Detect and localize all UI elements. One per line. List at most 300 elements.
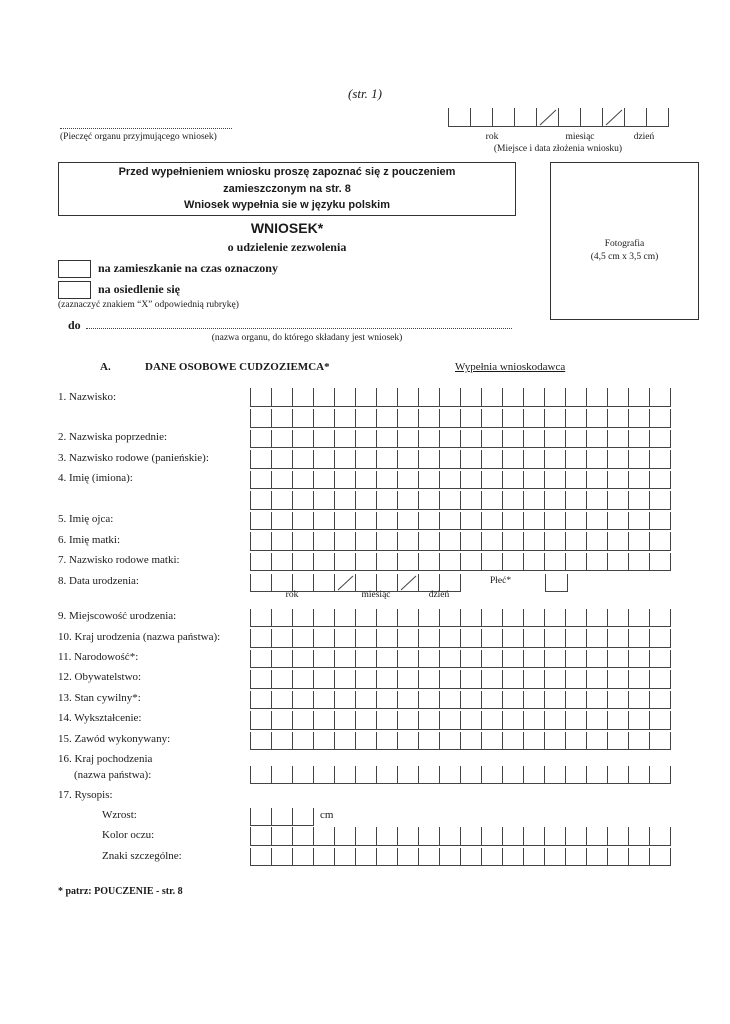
char-box[interactable] [565,691,586,709]
char-box[interactable] [460,430,481,448]
char-box[interactable] [481,691,502,709]
char-box[interactable] [271,848,292,866]
char-box[interactable] [334,388,355,407]
char-box[interactable] [502,827,523,846]
char-box[interactable] [334,766,355,784]
char-box[interactable] [544,732,565,750]
char-box[interactable] [586,491,607,510]
char-box[interactable] [628,629,649,648]
char-box[interactable] [502,711,523,730]
char-box[interactable] [544,430,565,448]
char-box[interactable] [271,491,292,510]
char-box[interactable] [376,848,397,866]
char-box[interactable] [418,766,439,784]
char-box[interactable] [418,553,439,571]
origin-country-input[interactable] [250,766,670,784]
char-box[interactable] [492,108,514,127]
char-box[interactable] [355,430,376,448]
char-box[interactable] [649,670,671,689]
char-box[interactable] [481,450,502,469]
char-box[interactable] [460,848,481,866]
char-box[interactable] [439,512,460,530]
education-input[interactable] [250,711,670,730]
char-box[interactable] [334,491,355,510]
char-box[interactable] [544,629,565,648]
char-box[interactable] [397,827,418,846]
char-box[interactable] [460,766,481,784]
char-box[interactable] [271,629,292,648]
char-box[interactable] [397,691,418,709]
char-box[interactable] [397,732,418,750]
char-box[interactable] [292,629,313,648]
char-box[interactable] [250,532,271,551]
sex-input[interactable] [545,574,567,592]
char-box[interactable] [523,732,544,750]
char-box[interactable] [481,553,502,571]
char-box[interactable] [565,532,586,551]
char-box[interactable] [607,766,628,784]
char-box[interactable] [565,629,586,648]
char-box[interactable] [523,553,544,571]
char-box[interactable] [313,766,334,784]
char-box[interactable] [250,388,271,407]
char-box[interactable] [523,388,544,407]
char-box[interactable] [565,409,586,428]
char-box[interactable] [397,491,418,510]
char-box[interactable] [376,471,397,489]
char-box[interactable] [271,471,292,489]
char-box[interactable] [292,491,313,510]
char-box[interactable] [376,491,397,510]
char-box[interactable] [271,691,292,709]
char-box[interactable] [649,848,671,866]
nationality-input[interactable] [250,650,670,668]
char-box[interactable] [481,471,502,489]
char-box[interactable] [586,691,607,709]
char-box[interactable] [523,409,544,428]
char-box[interactable] [460,471,481,489]
char-box[interactable] [397,553,418,571]
char-box[interactable] [460,670,481,689]
char-box[interactable] [313,650,334,668]
char-box[interactable] [514,108,536,127]
char-box[interactable] [481,848,502,866]
char-box[interactable] [565,471,586,489]
char-box[interactable] [523,711,544,730]
char-box[interactable] [607,827,628,846]
char-box[interactable] [250,471,271,489]
citizenship-input[interactable] [250,670,670,689]
char-box[interactable] [355,512,376,530]
char-box[interactable] [586,471,607,489]
char-box[interactable] [313,691,334,709]
char-box[interactable] [502,732,523,750]
char-box[interactable] [544,471,565,489]
char-box[interactable] [313,827,334,846]
char-box[interactable] [292,650,313,668]
char-box[interactable] [250,450,271,469]
char-box[interactable] [586,670,607,689]
char-box[interactable] [523,609,544,627]
char-box[interactable] [586,711,607,730]
char-box[interactable] [271,409,292,428]
char-box[interactable] [397,512,418,530]
char-box[interactable] [628,388,649,407]
char-box[interactable] [355,848,376,866]
char-box[interactable] [523,430,544,448]
char-box[interactable] [628,609,649,627]
char-box[interactable] [523,670,544,689]
char-box[interactable] [607,848,628,866]
char-box[interactable] [292,388,313,407]
char-box[interactable] [544,450,565,469]
char-box[interactable] [460,388,481,407]
char-box[interactable] [313,512,334,530]
height-input[interactable] [250,808,313,826]
char-box[interactable] [397,430,418,448]
char-box[interactable] [439,491,460,510]
char-box[interactable] [481,532,502,551]
char-box[interactable] [565,430,586,448]
char-box[interactable] [355,471,376,489]
char-box[interactable] [460,553,481,571]
option-temporary-checkbox[interactable] [58,260,91,278]
char-box[interactable] [355,827,376,846]
char-box[interactable] [250,512,271,530]
char-box[interactable] [460,629,481,648]
char-box[interactable] [439,629,460,648]
char-box[interactable] [292,512,313,530]
char-box[interactable] [271,766,292,784]
char-box[interactable] [376,609,397,627]
char-box[interactable] [502,532,523,551]
char-box[interactable] [565,450,586,469]
char-box[interactable] [418,650,439,668]
char-box[interactable] [397,409,418,428]
char-box[interactable] [460,732,481,750]
char-box[interactable] [502,691,523,709]
char-box[interactable] [544,491,565,510]
surname-input-row-1[interactable] [250,388,670,407]
char-box[interactable] [628,450,649,469]
char-box[interactable] [271,388,292,407]
char-box[interactable] [470,108,492,127]
char-box[interactable] [481,732,502,750]
char-box[interactable] [544,512,565,530]
char-box[interactable] [649,491,671,510]
char-box[interactable] [313,848,334,866]
char-box[interactable] [565,766,586,784]
char-box[interactable] [355,732,376,750]
char-box[interactable] [355,691,376,709]
char-box[interactable] [355,532,376,551]
char-box[interactable] [502,553,523,571]
char-box[interactable] [481,609,502,627]
char-box[interactable] [460,491,481,510]
marks-input[interactable] [250,848,670,866]
char-box[interactable] [586,848,607,866]
char-box[interactable] [376,388,397,407]
char-box[interactable] [586,732,607,750]
char-box[interactable] [544,532,565,551]
char-box[interactable] [418,409,439,428]
char-box[interactable] [271,512,292,530]
char-box[interactable] [439,670,460,689]
char-box[interactable] [439,553,460,571]
char-box[interactable] [313,471,334,489]
char-box[interactable] [271,650,292,668]
char-box[interactable] [649,732,671,750]
char-box[interactable] [544,553,565,571]
char-box[interactable] [250,609,271,627]
char-box[interactable] [439,691,460,709]
char-box[interactable] [544,848,565,866]
char-box[interactable] [586,827,607,846]
char-box[interactable] [565,491,586,510]
char-box[interactable] [292,553,313,571]
char-box[interactable] [565,388,586,407]
char-box[interactable] [439,732,460,750]
char-box[interactable] [607,409,628,428]
char-box[interactable] [439,848,460,866]
char-box[interactable] [586,650,607,668]
char-box[interactable] [313,670,334,689]
char-box[interactable] [250,808,271,826]
char-box[interactable] [481,388,502,407]
char-box[interactable] [313,629,334,648]
char-box[interactable] [607,629,628,648]
char-box[interactable] [628,827,649,846]
char-box[interactable] [376,512,397,530]
char-box[interactable] [439,827,460,846]
char-box[interactable] [607,691,628,709]
char-box[interactable] [418,691,439,709]
char-box[interactable] [376,691,397,709]
char-box[interactable] [250,732,271,750]
char-box[interactable] [460,450,481,469]
char-box[interactable] [523,629,544,648]
char-box[interactable] [292,609,313,627]
char-box[interactable] [418,711,439,730]
char-box[interactable] [439,711,460,730]
char-box[interactable] [586,766,607,784]
char-box[interactable] [628,711,649,730]
char-box[interactable] [439,609,460,627]
previous-surnames-input[interactable] [250,430,670,448]
surname-input-row-2[interactable] [250,409,670,428]
mother-maiden-name-input[interactable] [250,553,670,571]
char-box[interactable] [250,629,271,648]
char-box[interactable] [481,670,502,689]
char-box[interactable] [397,471,418,489]
char-box[interactable] [418,512,439,530]
char-box[interactable] [565,732,586,750]
char-box[interactable] [292,430,313,448]
char-box[interactable] [558,108,580,127]
char-box[interactable] [334,512,355,530]
char-box[interactable] [355,450,376,469]
char-box[interactable] [334,670,355,689]
char-box[interactable] [523,848,544,866]
char-box[interactable] [628,732,649,750]
char-box[interactable] [580,108,602,127]
char-box[interactable] [397,609,418,627]
char-box[interactable] [460,532,481,551]
char-box[interactable] [397,711,418,730]
char-box[interactable] [460,691,481,709]
char-box[interactable] [649,691,671,709]
char-box[interactable] [418,491,439,510]
char-box[interactable] [502,512,523,530]
char-box[interactable] [502,388,523,407]
addressee-field[interactable] [86,320,512,329]
char-box[interactable] [544,711,565,730]
char-box[interactable] [334,629,355,648]
maiden-name-input[interactable] [250,450,670,469]
char-box[interactable] [502,450,523,469]
char-box[interactable] [334,848,355,866]
char-box[interactable] [271,609,292,627]
char-box[interactable] [607,609,628,627]
char-box[interactable] [544,691,565,709]
option-settlement-checkbox[interactable] [58,281,91,299]
char-box[interactable] [397,670,418,689]
char-box[interactable] [313,491,334,510]
char-box[interactable] [334,691,355,709]
char-box[interactable] [376,827,397,846]
char-box[interactable] [628,848,649,866]
char-box[interactable] [586,532,607,551]
char-box[interactable] [544,388,565,407]
char-box[interactable] [313,388,334,407]
char-box[interactable] [334,609,355,627]
char-box[interactable] [271,732,292,750]
char-box[interactable] [397,450,418,469]
char-box[interactable] [565,670,586,689]
char-box[interactable] [250,670,271,689]
char-box[interactable] [481,430,502,448]
char-box[interactable] [418,430,439,448]
char-box[interactable] [481,512,502,530]
char-box[interactable] [418,827,439,846]
char-box[interactable] [439,766,460,784]
char-box[interactable] [250,848,271,866]
char-box[interactable] [481,766,502,784]
char-box[interactable] [565,609,586,627]
char-box[interactable] [502,848,523,866]
char-box[interactable] [439,409,460,428]
first-names-input-row-2[interactable] [250,491,670,510]
char-box[interactable] [481,827,502,846]
char-box[interactable] [355,609,376,627]
char-box[interactable] [271,430,292,448]
char-box[interactable] [502,609,523,627]
char-box[interactable] [250,711,271,730]
char-box[interactable] [565,827,586,846]
char-box[interactable] [313,553,334,571]
char-box[interactable] [460,650,481,668]
char-box[interactable] [418,670,439,689]
char-box[interactable] [376,650,397,668]
char-box[interactable] [292,711,313,730]
char-box[interactable] [334,732,355,750]
char-box[interactable] [271,827,292,846]
char-box[interactable] [523,450,544,469]
char-box[interactable] [481,650,502,668]
char-box[interactable] [649,430,671,448]
char-box[interactable] [397,629,418,648]
char-box[interactable] [439,650,460,668]
char-box[interactable] [292,808,314,826]
char-box[interactable] [418,848,439,866]
char-box[interactable] [565,512,586,530]
char-box[interactable] [586,512,607,530]
char-box[interactable] [355,711,376,730]
char-box[interactable] [649,512,671,530]
char-box[interactable] [607,711,628,730]
char-box[interactable] [250,409,271,428]
char-box[interactable] [292,827,313,846]
char-box[interactable] [355,766,376,784]
char-box[interactable] [418,532,439,551]
char-box[interactable] [334,827,355,846]
char-box[interactable] [544,609,565,627]
char-box[interactable] [628,650,649,668]
char-box[interactable] [649,766,671,784]
char-box[interactable] [628,430,649,448]
birth-place-input[interactable] [250,609,670,627]
char-box[interactable] [313,409,334,428]
char-box[interactable] [502,471,523,489]
char-box[interactable] [502,650,523,668]
char-box[interactable] [448,108,470,127]
char-box[interactable] [649,609,671,627]
birth-country-input[interactable] [250,629,670,648]
char-box[interactable] [397,766,418,784]
char-box[interactable] [544,409,565,428]
char-box[interactable] [397,650,418,668]
char-box[interactable] [271,532,292,551]
char-box[interactable] [271,711,292,730]
char-box[interactable] [376,766,397,784]
char-box[interactable] [628,409,649,428]
char-box[interactable] [649,388,671,407]
char-box[interactable] [649,553,671,571]
char-box[interactable] [334,553,355,571]
char-box[interactable] [586,609,607,627]
char-box[interactable] [607,450,628,469]
char-box[interactable] [607,732,628,750]
char-box[interactable] [649,409,671,428]
char-box[interactable] [628,670,649,689]
char-box[interactable] [376,629,397,648]
char-box[interactable] [607,650,628,668]
char-box[interactable] [628,691,649,709]
char-box[interactable] [628,471,649,489]
char-box[interactable] [397,532,418,551]
char-box[interactable] [481,711,502,730]
char-box[interactable] [271,553,292,571]
eye-color-input[interactable] [250,827,670,846]
char-box[interactable] [502,491,523,510]
char-box[interactable] [334,409,355,428]
char-box[interactable] [544,766,565,784]
char-box[interactable] [250,691,271,709]
char-box[interactable] [418,609,439,627]
char-box[interactable] [565,711,586,730]
char-box[interactable] [607,670,628,689]
char-box[interactable] [649,650,671,668]
